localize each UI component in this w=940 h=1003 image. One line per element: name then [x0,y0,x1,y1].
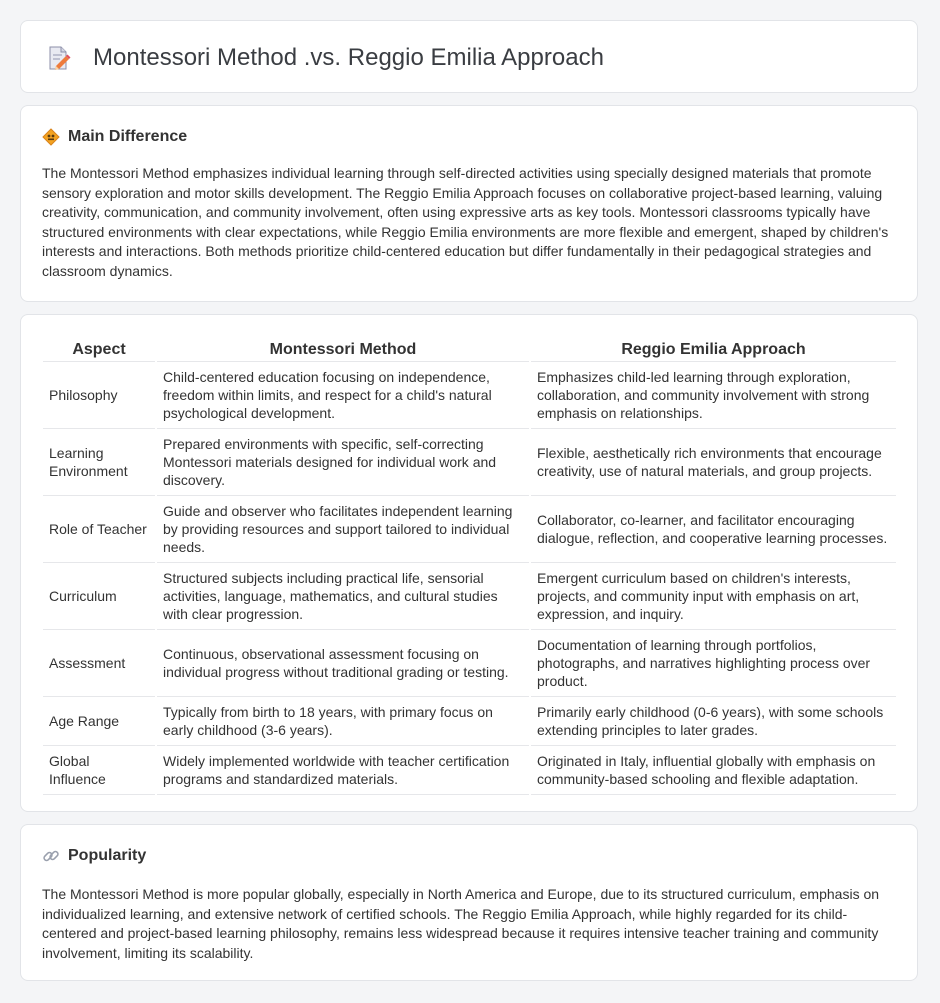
header-card [20,20,918,93]
link-icon [42,847,60,865]
main-difference-section [20,105,918,302]
comparison-table [41,335,898,795]
reggio-cell: Emphasizes child-led learning through exploration, collaboration, and community involvement with strong emphasis on relationships. [531,362,896,429]
main-difference-heading: Main Difference [68,128,188,145]
montessori-cell: Widely implemented worldwide with teacher certification programs and standardized materials. [157,746,529,795]
popularity-text: The Montessori Method is more popular globally, especially in North America and Europe, due to its structured curriculum, emphasis on individualized learning, and extensive network of certified schools. The Reggio Emilia Approach, while highly regarded for its child-centered and project-based learning philosophy, remains less widespread because it requires intensive teacher training and community involvement, limiting its scalability. [42,886,880,961]
table-row [43,563,896,630]
main-difference-heading-row [42,127,187,147]
montessori-cell: Structured subjects including practical life, sensorial activities, language, mathematics, and cultural studies with clear progression. [157,563,529,630]
montessori-cell: Typically from birth to 18 years, with primary focus on early childhood (3-6 years). [157,697,529,746]
comparison-section [20,314,918,812]
table-row [43,746,896,795]
aspect-cell: Learning Environment [43,429,155,496]
column-header-aspect: Aspect [43,335,155,362]
aspect-cell: Philosophy [43,362,155,429]
aspect-cell: Global Influence [43,746,155,795]
montessori-cell: Child-centered education focusing on independence, freedom within limits, and respect for a child's natural psychological development. [157,362,529,429]
table-row [43,362,896,429]
popularity-heading: Popularity [68,847,147,864]
main-difference-text: The Montessori Method emphasizes individual learning through self-directed activities using specially designed materials that promote sensory exploration and motor skills development. The Reggio Emilia Approach focuses on collaborative project-based learning, valuing creativity, communication, and community involvement, often using expressive arts as key tools. Montessori classrooms typically have structured environments with clear expectations, while Reggio Emilia environments are more flexible and emergent, shaped by children's interests and interactions. Both methods prioritize child-centered education but differ fundamentally in their pedagogical strategies and classroom dynamics. [42,165,889,279]
reggio-cell: Collaborator, co-learner, and facilitator encouraging dialogue, reflection, and cooperative learning processes. [531,496,896,563]
reggio-cell: Documentation of learning through portfolios, photographs, and narratives highlighting process over product. [531,630,896,697]
montessori-cell: Continuous, observational assessment focusing on individual progress without traditional grading or testing. [157,630,529,697]
montessori-cell: Guide and observer who facilitates independent learning by providing resources and support tailored to individual needs. [157,496,529,563]
table-header-row [43,335,896,362]
reggio-cell: Primarily early childhood (0-6 years), with some schools extending principles to later grades. [531,697,896,746]
reggio-cell: Originated in Italy, influential globally with emphasis on community-based schooling and flexible adaptation. [531,746,896,795]
reggio-cell: Emergent curriculum based on children's interests, projects, and community input with emphasis on art, expression, and inquiry. [531,563,896,630]
aspect-cell: Assessment [43,630,155,697]
popularity-heading-row [42,846,146,866]
reggio-cell: Flexible, aesthetically rich environments that encourage creativity, use of natural materials, and group projects. [531,429,896,496]
popularity-section [20,824,918,981]
table-row [43,429,896,496]
aspect-cell: Age Range [43,697,155,746]
montessori-cell: Prepared environments with specific, self-correcting Montessori materials designed for individual work and discovery. [157,429,529,496]
document-pencil-icon [47,45,71,71]
column-header-reggio: Reggio Emilia Approach [531,335,896,362]
table-row [43,630,896,697]
table-row [43,496,896,563]
table-row [43,697,896,746]
column-header-montessori: Montessori Method [157,335,529,362]
aspect-cell: Role of Teacher [43,496,155,563]
page-title: Montessori Method .vs. Reggio Emilia Approach [93,44,604,71]
aspect-cell: Curriculum [43,563,155,630]
diamond-sign-icon [42,128,60,146]
